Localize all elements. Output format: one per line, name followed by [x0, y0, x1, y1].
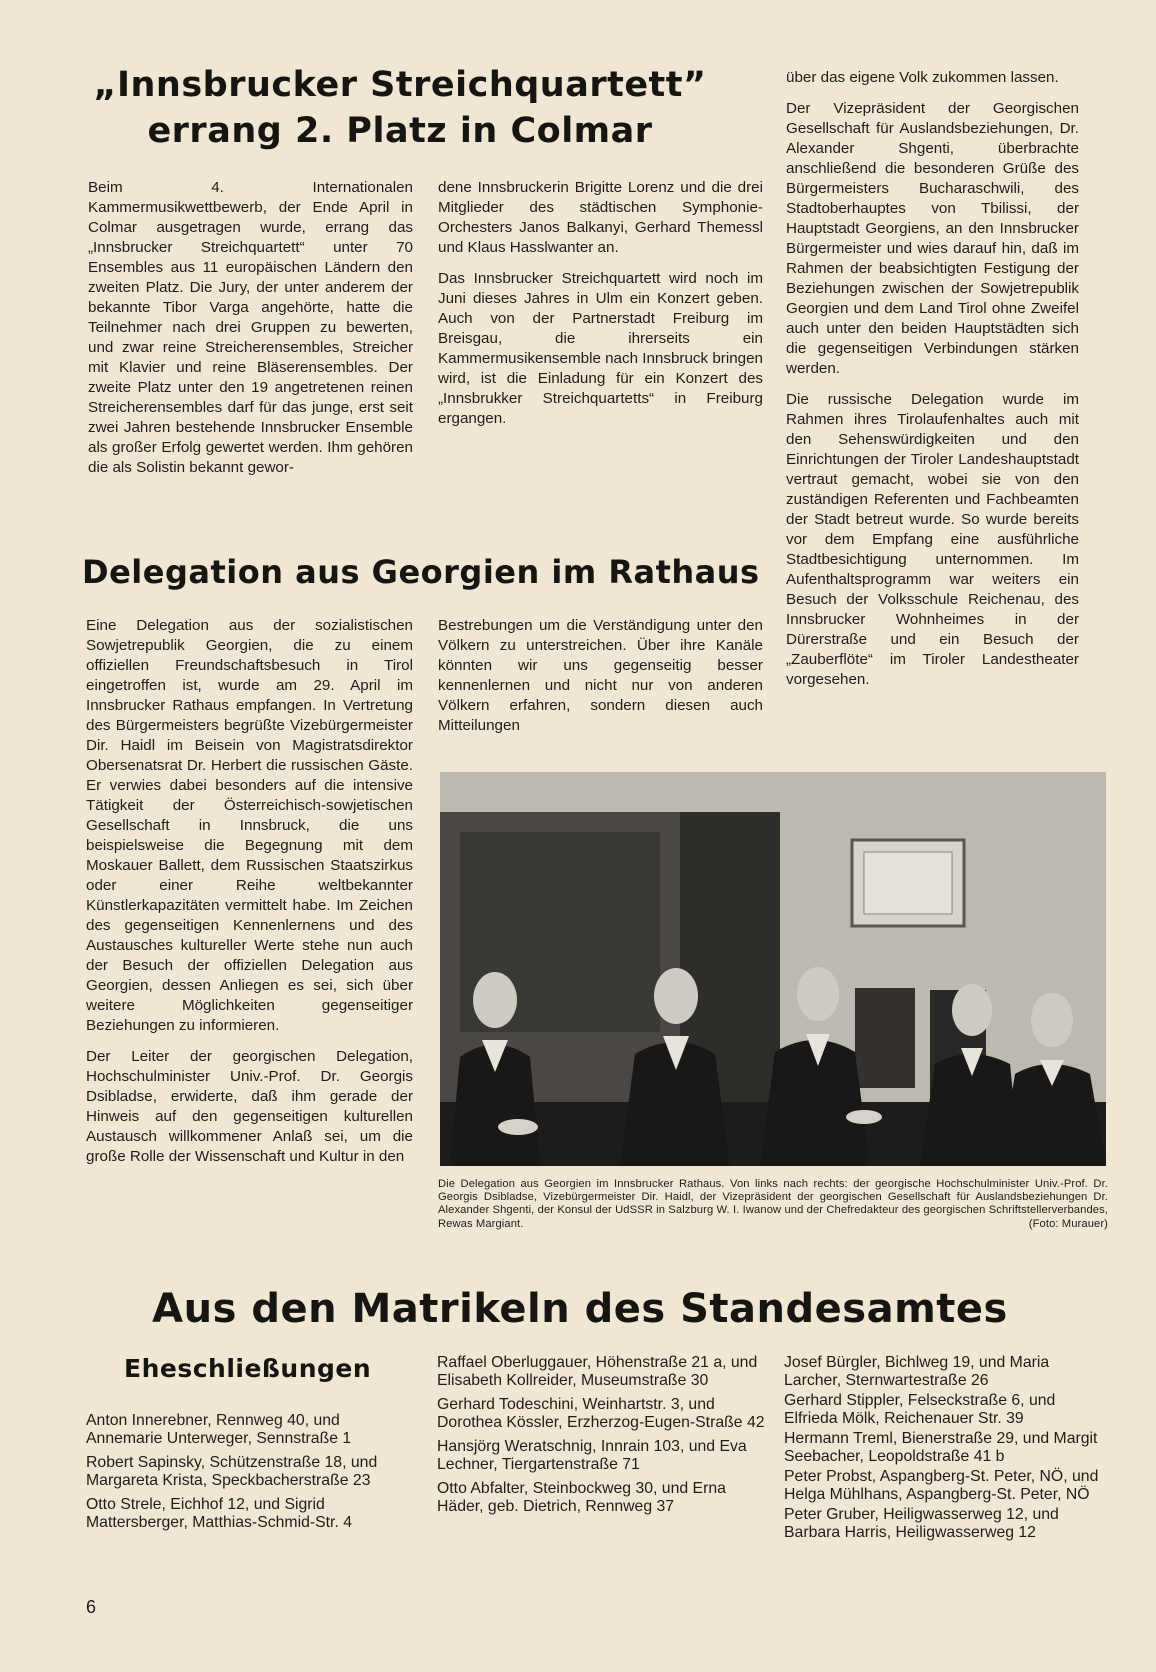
marriage-entry: Raffael Oberluggauer, Höhenstraße 21 a, und Elisabeth Kollreider, Museumstraße 30: [437, 1354, 758, 1389]
marriage-entry: Otto Strele, Eichhof 12, und Sigrid Mattersberger, Matthias-Schmid-Str. 4: [86, 1496, 353, 1531]
article1-headline-line1: „Innsbrucker Streichquartett”: [93, 65, 707, 105]
marriage-entry: Peter Probst, Aspangberg-St. Peter, NÖ, und Helga Mühlhans, Aspangberg-St. Peter, NÖ: [784, 1468, 1099, 1503]
photo-credit: (Foto: Murauer): [1028, 1217, 1108, 1230]
article2-paragraph: Der Leiter der georgischen Delegation, Hochschulminister Univ.-Prof. Dr. Georgis Dsibladse, erwiderte, daß ihm gerade der Hinweis auf den gegenseitigen kulturellen Austausch willkommener Anlaß sei, um die große Rolle der Wissenschaft und Kultur in den: [86, 1048, 413, 1165]
article2-paragraph: Die russische Delegation wurde im Rahmen ihres Tirolaufenhaltes auch mit den Sehenswürdigkeiten und den Einrichtungen der Tiroler Landeshauptstadt vertraut gemacht, wobei sie von den zuständigen Referenten und Fachbeamten der Stadt betreut wurde. So wurde bereits vor dem Empfang eine ausführliche Stadtbesichtigung unternommen. Im Aufenthaltsprogramm war weiters ein Besuch der Volksschule Reichenau, des Innsbrucker Wohnheimes in der Dürerstraße und ein Besuch der „Zauberflöte“ im Tiroler Landestheater vorgesehen.: [786, 391, 1079, 688]
article1-column1: [88, 178, 413, 478]
article1-column2: [438, 178, 763, 429]
article1-headline-line2: errang 2. Platz in Colmar: [147, 111, 653, 151]
article2-paragraph: über das eigene Volk zukommen lassen.: [786, 69, 1059, 86]
marriage-entry: Josef Bürgler, Bichlweg 19, und Maria Larcher, Sternwartestraße 26: [784, 1354, 1050, 1389]
registry-column1: [86, 1412, 406, 1538]
photo-caption-text: Die Delegation aus Georgien im Innsbrucker Rathaus. Von links nach rechts: der georgische Hochschulminister Univ.-Prof. Dr. Georgis Dsibladse, Vizebürgermeister Dir. Haidl, der Vizepräsident der georgischen Gesellschaft für Auslandsbeziehungen Dr. Alexander Shgenti, der Konsul der UdSSR in Salzburg W. I. Iwanow und der Chefredakteur des georgischen Schriftstellerverbandes, Rewas Margiant.: [438, 1178, 1108, 1230]
marriage-entry: Gerhard Stippler, Felseckstraße 6, und Elfrieda Mölk, Reichenauer Str. 39: [784, 1392, 1056, 1427]
article2-paragraph: Eine Delegation aus der sozialistischen Sowjetrepublik Georgien, die zu einem offiziellen Freundschaftsbesuch in Tirol eingetroffen ist, wurde am 29. April im Innsbrucker Rathaus empfangen. In Vertretung des Bürgermeisters begrüßte Vizebürgermeister Dir. Haidl im Beisein von Magistratsdirektor Obersenatsrat Dr. Herbert die russischen Gäste. Er verwies dabei besonders auf die intensive Tätigkeit der Österreichisch-sowjetischen Gesellschaft in Innsbruck, die uns beispielsweise die Begegnung mit dem Moskauer Ballett, dem Russischen Staatszirkus oder einer Reihe weltbekannter Künstlerkapazitäten vermittelt habe. Im Zeichen des gegenseitigen Kennenlernens und des Austausches kultureller Werte stehe nun auch der Besuch der offiziellen Delegation aus Georgien, dessen Anliegen es sei, sich über weitere Möglichkeiten gegenseitiger Beziehungen zu informieren.: [86, 617, 413, 1034]
article3-headline: Aus den Matrikeln des Standesamtes: [152, 1286, 1008, 1332]
delegation-photo: [440, 772, 1106, 1166]
article3-subheading: Eheschließungen: [124, 1354, 372, 1383]
registry-column2: [437, 1354, 765, 1522]
marriage-entry: Anton Innerebner, Rennweg 40, und Annemarie Unterweger, Sennstraße 1: [86, 1412, 352, 1447]
article2-paragraph: Der Vizepräsident der Georgischen Gesellschaft für Auslandsbeziehungen, Dr. Alexander Shgenti, überbrachte anschließend die besonderen Grüße des Bürgermeisters Bucharaschwili, des Stadtoberhauptes von Tbilissi, der Hauptstadt Georgiens, an den Innsbrucker Bürgermeister und wies darauf hin, daß im Rahmen der beabsichtigten Festigung der Beziehungen zwischen der Sowjetrepublik Georgien und dem Land Tirol ohne Zweifel auch unter den beiden Hauptstädten sich die gegenseitigen Verbindungen stärken werden.: [786, 100, 1079, 377]
article2-headline: Delegation aus Georgien im Rathaus: [82, 553, 760, 591]
marriage-entry: Gerhard Todeschini, Weinhartstr. 3, und Dorothea Kössler, Erzherzog-Eugen-Straße 42: [437, 1396, 765, 1431]
article1-paragraph: Beim 4. Internationalen Kammermusikwettbewerb, der Ende April in Colmar ausgetragen wurde, errang das „Innsbrucker Streichquartett“ unter 70 Ensembles aus 11 europäischen Ländern den zweiten Platz. Die Jury, der unter anderem der bekannte Tibor Varga angehörte, hatte die Teilnehmer nach drei Gruppen zu bewerten, und zwar reine Streicherensembles, Streicher mit Klavier und reine Bläserensembles. Der zweite Platz unter den 19 angetretenen reinen Streicherensembles darf für das junge, erst seit zwei Jahren bestehende Innsbrucker Ensemble als großer Erfolg gewertet werden. Ihm gehören die als Solistin bekannt gewor-: [88, 179, 413, 476]
registry-column3: [784, 1354, 1100, 1544]
marriage-entry: Robert Sapinsky, Schützenstraße 18, und Margareta Krista, Speckbacherstraße 23: [86, 1454, 378, 1489]
article1-headline: [90, 62, 710, 154]
marriage-entry: Peter Gruber, Heiligwasserweg 12, und Barbara Harris, Heiligwasserweg 12: [784, 1506, 1059, 1541]
article1-paragraph: dene Innsbruckerin Brigitte Lorenz und die drei Mitglieder des städtischen Symphonie-Orchesters Janos Balkanyi, Gerhard Themessl und Klaus Hasslwanter an.: [438, 179, 763, 256]
article2-paragraph: Bestrebungen um die Verständigung unter den Völkern zu unterstreichen. Über ihre Kanäle könnten wir uns gegenseitig besser kennenlernen und nicht nur von anderen Völkern erfahren, sondern diesen auch Mitteilungen: [438, 617, 763, 734]
page-number: 6: [86, 1597, 97, 1617]
article2-column1: [86, 616, 413, 1167]
marriage-entry: Hansjörg Weratschnig, Innrain 103, und Eva Lechner, Tiergartenstraße 71: [437, 1438, 747, 1473]
article2-column3: [786, 68, 1079, 690]
marriage-entry: Otto Abfalter, Steinbockweg 30, und Erna Häder, geb. Dietrich, Rennweg 37: [437, 1480, 726, 1515]
photo-illustration: [440, 772, 1106, 1166]
photo-caption: [438, 1178, 1108, 1231]
article2-column2: [438, 616, 763, 736]
article1-paragraph: Das Innsbrucker Streichquartett wird noch im Juni dieses Jahres in Ulm ein Konzert geben. Auch von der Partnerstadt Freiburg im Breisgau, die ihrerseits ein Kammermusikensemble nach Innsbruck bringen wird, ist die Einladung für ein Konzert des „Innsbrukker Streichquartetts“ in Freiburg ergangen.: [438, 270, 763, 427]
marriage-entry: Hermann Treml, Bienerstraße 29, und Margit Seebacher, Leopoldstraße 41 b: [784, 1430, 1098, 1465]
